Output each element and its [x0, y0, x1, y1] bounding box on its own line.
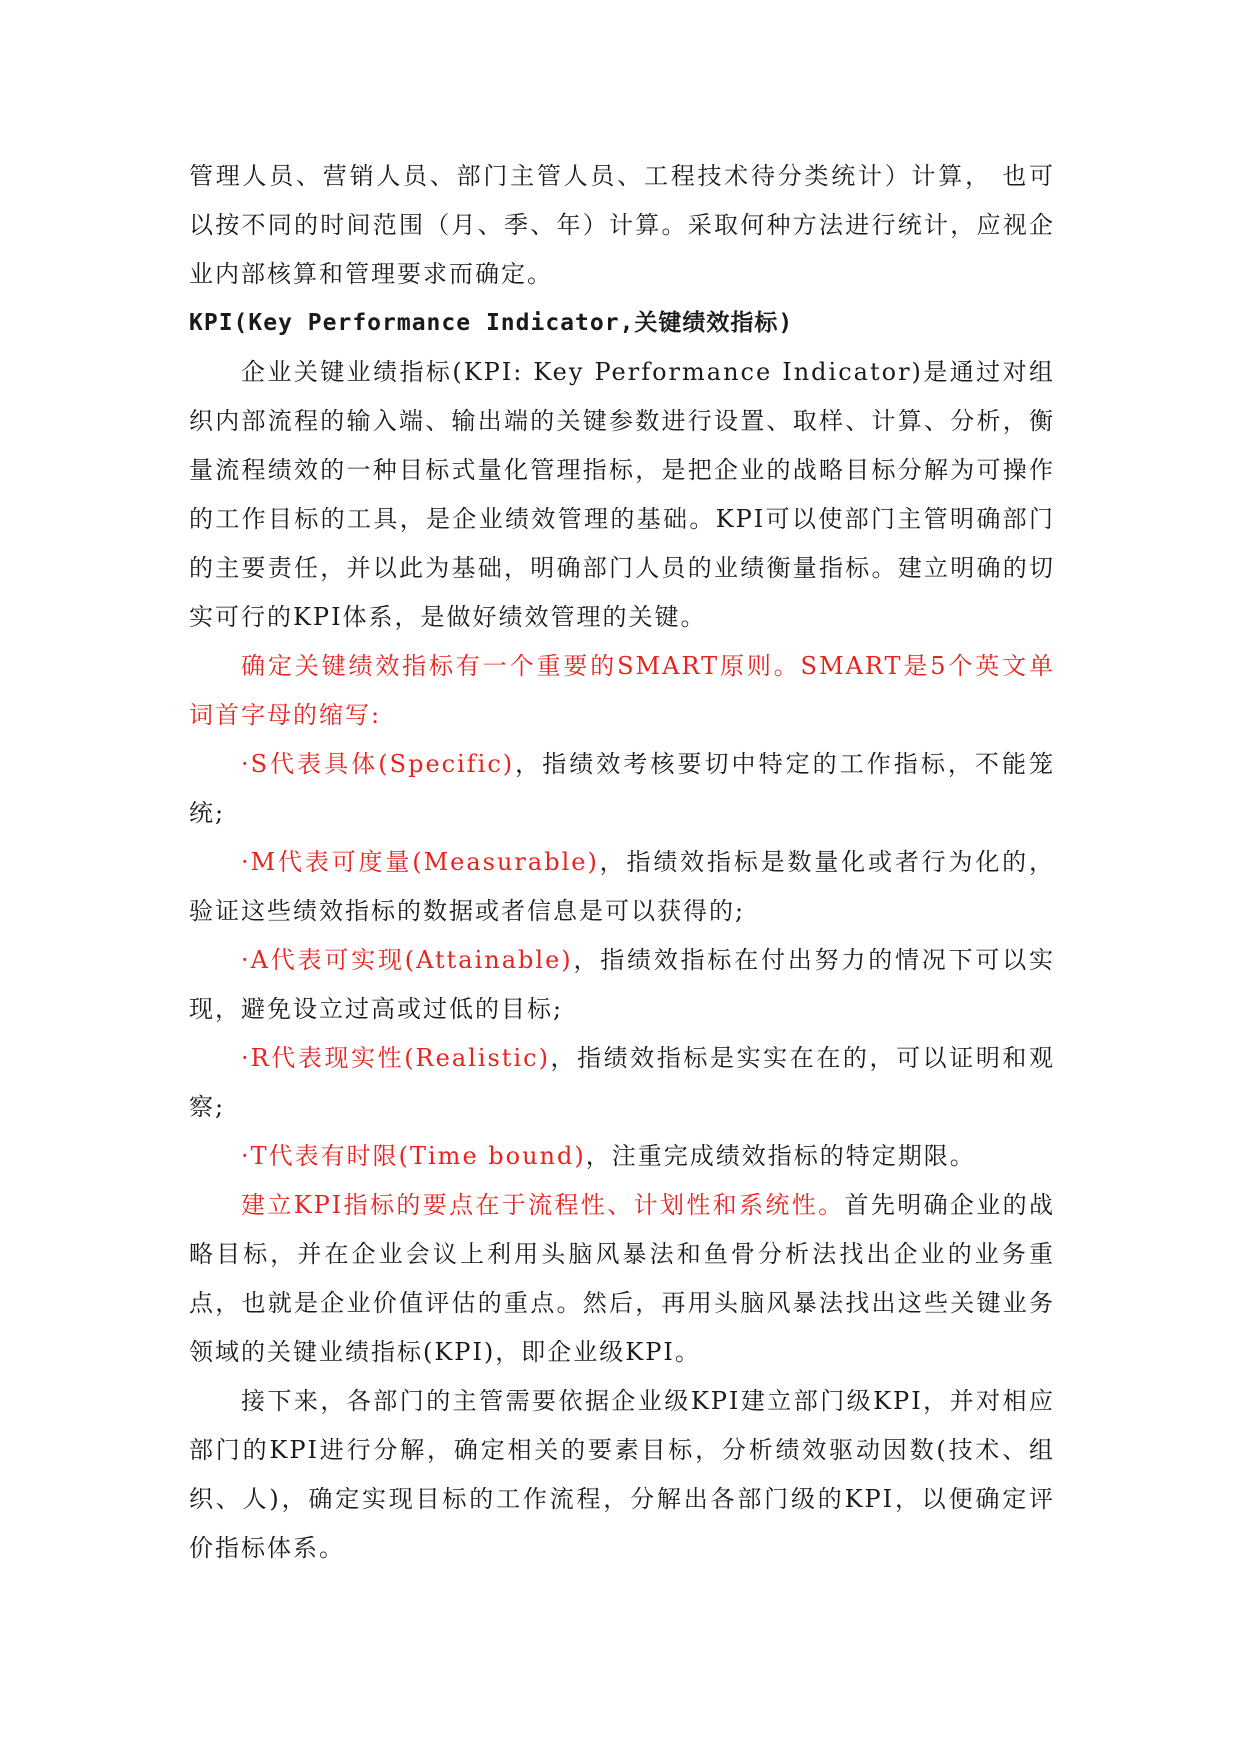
smart-item-text: ，指绩效指标在付出努力的情况下可以实现，避免设立过高或过低的目标; [189, 946, 1055, 1023]
smart-item-label: ·A代表可实现(Attainable) [241, 946, 573, 974]
smart-item-text: ，指绩效指标是实实在在的，可以证明和观察; [189, 1044, 1056, 1121]
smart-item-text: ，注重完成绩效指标的特定期限。 [585, 1142, 976, 1170]
smart-item-t [189, 1132, 1055, 1181]
smart-item-s [189, 740, 1055, 838]
smart-item-a [189, 936, 1055, 1034]
document-page [189, 152, 1055, 1573]
smart-item-label: ·T代表有时限(Time bound) [241, 1142, 586, 1170]
next-steps-paragraph: 接下来，各部门的主管需要依据企业级KPI建立部门级KPI，并对相应部门的KPI进行分解，确定相关的要素目标，分析绩效驱动因数(技术、组织、人)，确定实现目标的工作流程，分解出各部门级的KPI，以便确定评价指标体系。 [189, 1387, 1055, 1562]
kpi-definition-paragraph: 企业关键业绩指标(KPI: Key Performance Indicator)是通过对组织内部流程的输入端、输出端的关键参数进行设置、取样、计算、分析，衡量流程绩效的一种目标式量化管理指标，是把企业的战略目标分解为可操作的工作目标的工具，是企业绩效管理的基础。KPI可以使部门主管明确部门的主要责任，并以此为基础，明确部门人员的业绩衡量指标。建立明确的切实可行的KPI体系，是做好绩效管理的关键。 [189, 358, 1055, 631]
smart-item-text: ，指绩效考核要切中特定的工作指标，不能笼统; [189, 750, 1056, 827]
smart-item-text: ，指绩效指标是数量化或者行为化的，验证这些绩效指标的数据或者信息是可以获得的; [189, 848, 1056, 925]
smart-item-m [189, 838, 1055, 936]
kpi-heading: KPI(Key Performance Indicator,关键绩效指标) [189, 310, 794, 336]
intro-paragraph: 管理人员、营销人员、部门主管人员、工程技术待分类统计）计算， 也可以按不同的时间范围（月、季、年）计算。采取何种方法进行统计，应视企业内部核算和管理要求而确定。 [189, 162, 1055, 288]
smart-item-label: ·M代表可度量(Measurable) [241, 848, 599, 876]
key-points-paragraph [189, 1181, 1055, 1377]
smart-item-label: ·R代表现实性(Realistic) [241, 1044, 550, 1072]
smart-intro-paragraph: 确定关键绩效指标有一个重要的SMART原则。SMART是5个英文单词首字母的缩写: [189, 652, 1055, 729]
key-points-rest: 首先明确企业的战略目标，并在企业会议上利用头脑风暴法和鱼骨分析法找出企业的业务重点，也就是企业价值评估的重点。然后，再用头脑风暴法找出这些关键业务领域的关键业绩指标(KPI)，即企业级KPI。 [189, 1191, 1056, 1366]
smart-item-r [189, 1034, 1055, 1132]
smart-item-label: ·S代表具体(Specific) [241, 750, 515, 778]
key-points-lead: 建立KPI指标的要点在于流程性、计划性和系统性。 [241, 1191, 845, 1219]
